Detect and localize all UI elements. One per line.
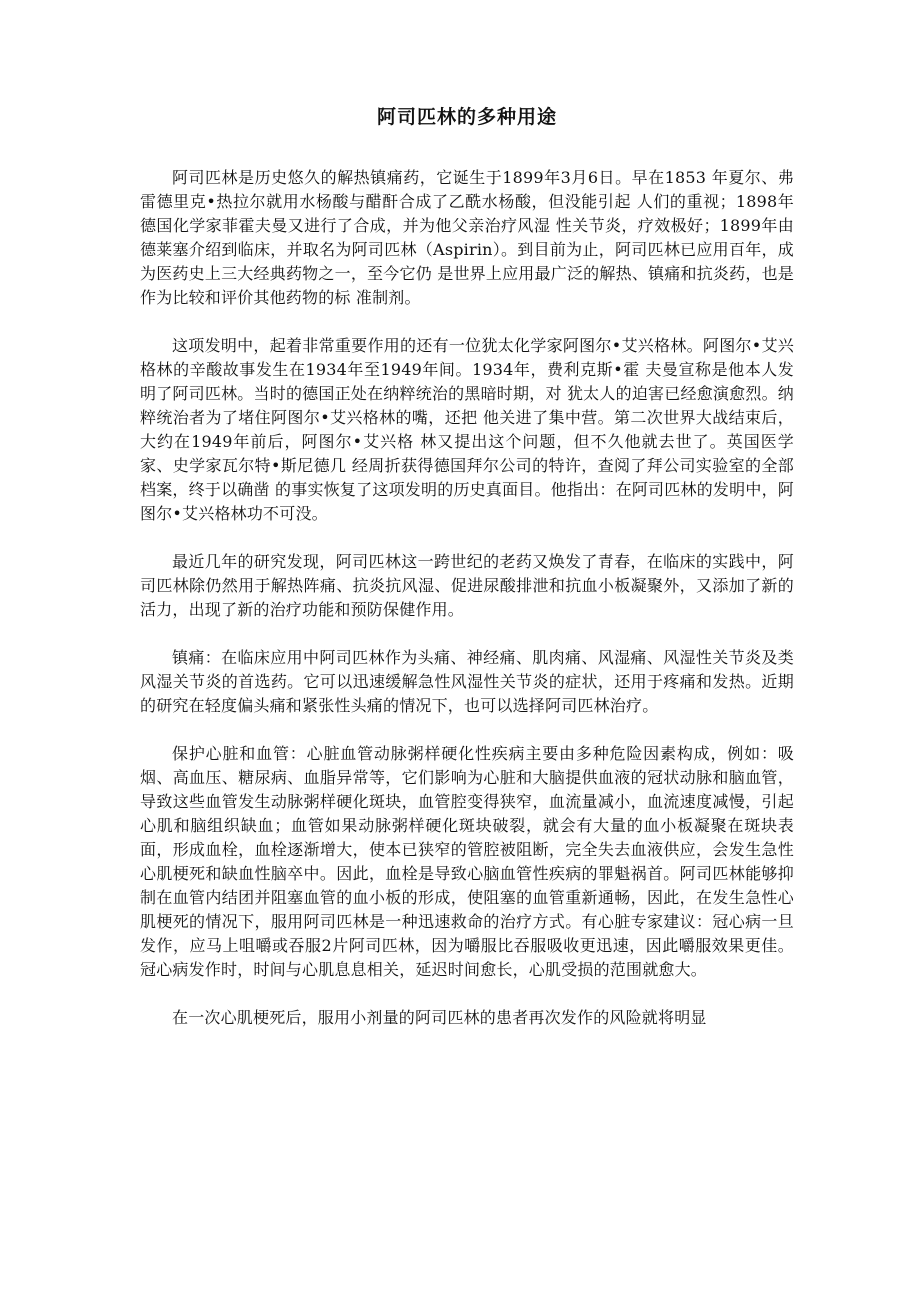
paragraph-myocardial-infarction: 在一次心肌梗死后，服用小剂量的阿司匹林的患者再次发作的风险就将明显 bbox=[172, 1008, 707, 1027]
document-title: 阿司匹林的多种用途 bbox=[376, 106, 557, 128]
paragraph-new-research: 最近几年的研究发现，阿司匹林这一跨世纪的老药又焕发了青春，在临床的实践中，阿司匹林除仍然用于解热阵痛、抗炎抗风湿、促进尿酸排泄和抗血小板凝聚外，又添加了新的活力，出现了新的治疗功能和预防保健作用。 bbox=[140, 552, 794, 619]
paragraph-analgesia: 镇痛：在临床应用中阿司匹林作为头痛、神经痛、肌肉痛、风湿痛、风湿性关节炎及类风湿关节炎的首选药。它可以迅速缓解急性风湿性关节炎的症状，还用于疼痛和发热。近期的研究在轻度偏头痛和紧张性头痛的情况下，也可以选择阿司匹林治疗。 bbox=[140, 648, 794, 715]
paragraph-inventor: 这项发明中，起着非常重要作用的还有一位犹太化学家阿图尔•艾兴格林。阿图尔•艾兴格林的辛酸故事发生在1934年至1949年间。1934年，费利克斯•霍 夫曼宣称是他本人发明了阿司匹林。当时的德国正处在纳粹统治的黑暗时期，对 犹太人的迫害已经愈演愈烈。纳粹统治者为了堵住阿图尔•艾兴格林的嘴，还把 他关进了集中营。第二次世界大战结束后，大约在1949年前后，阿图尔•艾兴格 林又提出这个问题，但不久他就去世了。英国医学家、史学家瓦尔特•斯尼德几 经周折获得德国拜尔公司的特许，查阅了拜公司实验室的全部档案，终于以确凿 的事实恢复了这项发明的历史真面目。他指出：在阿司匹林的发明中，阿图尔•艾兴格林功不可没。 bbox=[140, 336, 794, 523]
paragraph-heart-protection: 保护心脏和血管：心脏血管动脉粥样硬化性疾病主要由多种危险因素构成，例如：吸烟、高血压、糖尿病、血脂异常等，它们影响为心脏和大脑提供血液的冠状动脉和脑血管，导致这些血管发生动脉粥样硬化斑块，血管腔变得狭窄，血流量减小，血流速度减慢，引起心肌和脑组织缺血；血管如果动脉粥样硬化斑块破裂，就会有大量的血小板凝聚在斑块表面，形成血栓，血栓逐渐增大，使本已狭窄的管腔被阻断，完全失去血液供应，会发生急性心肌梗死和缺血性脑卒中。因此，血栓是导致心脑血管性疾病的罪魁祸首。阿司匹林能够抑制在血管内结团并阻塞血管的血小板的形成，使阻塞的血管重新通畅，因此，在发生急性心肌梗死的情况下，服用阿司匹林是一种迅速救命的治疗方式。有心脏专家建议：冠心病一旦发作，应马上咀嚼或吞服2片阿司匹林，因为嚼服比吞服吸收更迅速，因此嚼服效果更佳。冠心病发作时，时间与心肌息息相关，延迟时间愈长，心肌受损的范围就愈大。 bbox=[140, 744, 794, 979]
paragraph-history: 阿司匹林是历史悠久的解热镇痛药，它诞生于1899年3月6日。早在1853 年夏尔、弗雷德里克•热拉尔就用水杨酸与醋酐合成了乙酰水杨酸，但没能引起 人们的重视；1898年德国化学家菲霍夫曼又进行了合成，并为他父亲治疗风湿 性关节炎，疗效极好；1899年由德莱塞介绍到临床，并取名为阿司匹林（Aspirin）。到目前为止，阿司匹林已应用百年，成为医药史上三大经典药物之一，至今它仍 是世界上应用最广泛的解热、镇痛和抗炎药，也是作为比较和评价其他药物的标 准制剂。 bbox=[140, 168, 794, 307]
